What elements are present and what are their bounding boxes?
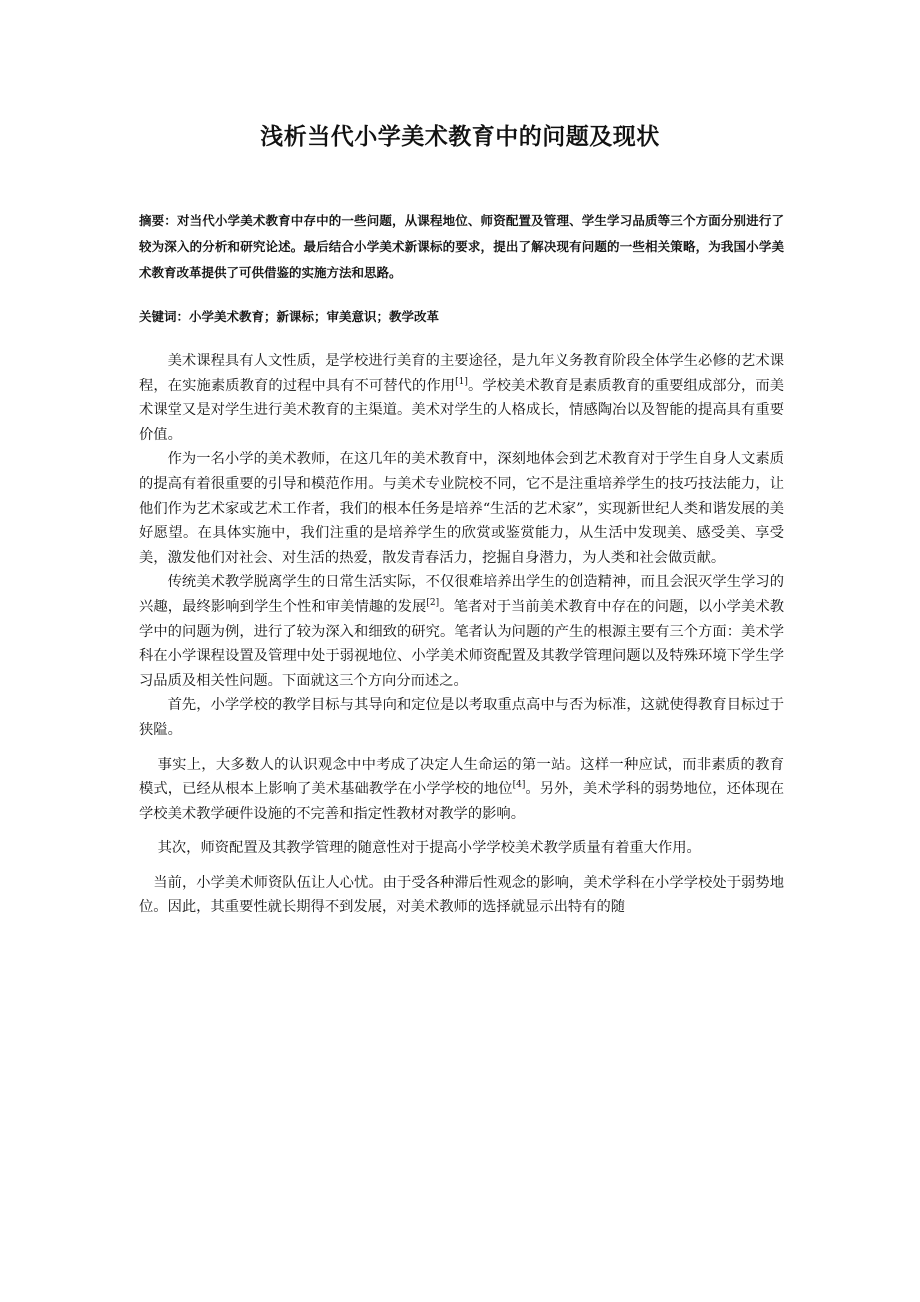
body-text xyxy=(139,349,784,920)
citation-3: [4] xyxy=(512,780,526,791)
paragraph-7: 当前，小学美术师资队伍让人心忧。由于受各种滞后性观念的影响，美术学科在小学学校处于弱势地位。因此，其重要性就长期得不到发展，对美术教师的选择就显示出特有的随 xyxy=(139,874,784,916)
paragraph-2: 作为一名小学的美术教师，在这几年的美术教育中，深刻地体会到艺术教育对于学生自身人文素质的提高有着很重要的引导和模范作用。与美术专业院校不同，它不是注重培养学生的技巧技法能力，让他们作为艺术家或艺术工作者，我们的根本任务是培养“生活的艺术家”，实现新世纪人类和谐发展的美好愿望。在具体实施中，我们注重的是培养学生的欣赏或鉴赏能力，从生活中发现美、感受美、享受美，激发他们对社会、对生活的热爱，散发青春活力，挖掘自身潜力，为人类和社会做贡献。 xyxy=(139,451,784,566)
paragraph-6: 其次，师资配置及其教学管理的随意性对于提高小学学校美术教学质量有着重大作用。 xyxy=(157,840,701,857)
abstract: 摘要：对当代小学美术教育中存中的一些问题，从课程地位、师资配置及管理、学生学习品质等三个方面分别进行了较为深入的分析和研究论述。最后结合小学美术新课标的要求，提出了解决现有问题的一些相关策略，为我国小学美术教育改革提供了可供借鉴的实施方法和思路。 xyxy=(139,213,784,280)
paragraph-4: 首先，小学学校的教学目标与其导向和定位是以考取重点高中与否为标准，这就使得教育目标过于狭隘。 xyxy=(139,697,784,738)
citation-1: [1] xyxy=(455,376,468,387)
document-title: 浅析当代小学美术教育中的问题及现状 xyxy=(260,124,660,150)
keywords: 关键词：小学美术教育；新课标；审美意识；教学改革 xyxy=(139,309,440,324)
citation-2: [2] xyxy=(426,598,440,609)
paragraph-5: 事实上，大多数人的认识观念中中考成了决定人生命运的第一站。这样一种应试，而非素质的教育模式，已经从根本上影响了美术基础教学在小学学校的地位[4]。另外，美术学科的弱势地位，还体现在学校美术教学硬件设施的不完善和指定性教材对教学的影响。 xyxy=(139,756,785,822)
paragraph-3: 传统美术教学脱离学生的日常生活实际，不仅很难培养出学生的创造精神，而且会泯灭学生学习的兴趣，最终影响到学生个性和审美情趣的发展[2]。笔者对于当前美术教育中存在的问题，以小学美术教学中的问题为例，进行了较为深入和细致的研究。笔者认为问题的产生的根源主要有三个方面：美术学科在小学课程设置及管理中处于弱视地位、小学美术师资配置及其教学管理问题以及特殊环境下学生学习品质及相关性问题。下面就这三个方向分而述之。 xyxy=(139,574,785,689)
paragraph-1: 美术课程具有人文性质，是学校进行美育的主要途径，是九年义务教育阶段全体学生必修的艺术课程，在实施素质教育的过程中具有不可替代的作用[1]。学校美术教育是素质教育的重要组成部分，而美术课堂又是对学生进行美术教育的主渠道。美术对学生的人格成长，情感陶冶以及智能的提高具有重要价值。 xyxy=(139,353,784,443)
